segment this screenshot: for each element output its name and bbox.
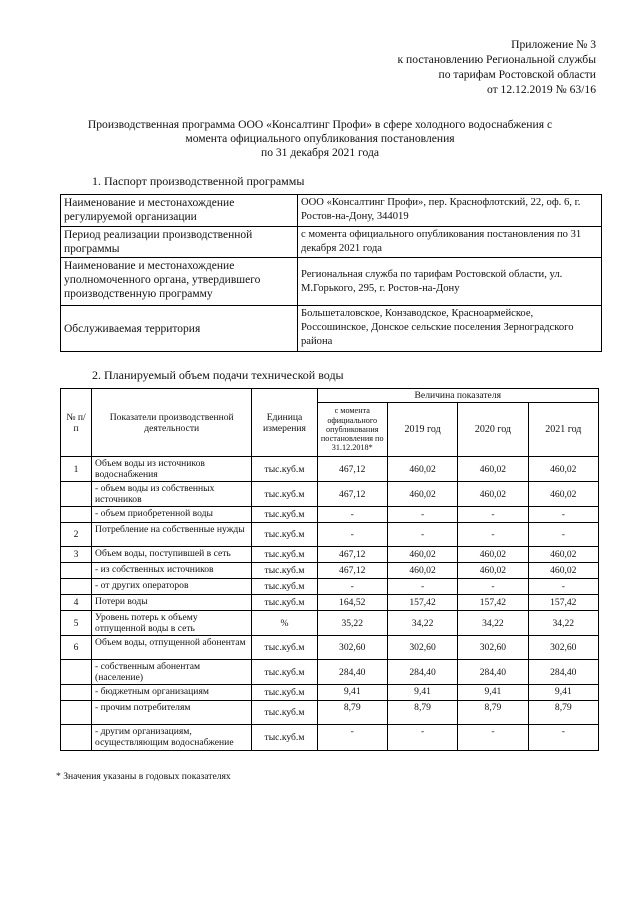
row-value: 460,02 xyxy=(528,563,598,579)
row-name: - прочим потребителям xyxy=(92,701,252,725)
title-line: момента официального опубликования постановления xyxy=(185,132,455,145)
row-num xyxy=(61,482,92,507)
row-value: 9,41 xyxy=(458,685,528,701)
row-value: 460,02 xyxy=(458,457,528,482)
row-unit: тыс.куб.м xyxy=(252,725,317,751)
row-unit: тыс.куб.м xyxy=(252,523,317,547)
row-value: 8,79 xyxy=(458,701,528,725)
document-title xyxy=(40,118,600,160)
row-value: 467,12 xyxy=(317,547,387,563)
row-value: - xyxy=(458,523,528,547)
row-num: 6 xyxy=(61,636,92,660)
row-value: 460,02 xyxy=(387,482,457,507)
row-value: - xyxy=(387,507,457,523)
row-unit: тыс.куб.м xyxy=(252,563,317,579)
table-body xyxy=(61,457,599,751)
row-value: 302,60 xyxy=(458,636,528,660)
row-value: 302,60 xyxy=(387,636,457,660)
row-value: 284,40 xyxy=(528,660,598,685)
row-value: 9,41 xyxy=(528,685,598,701)
passport-label: Обслуживаемая территория xyxy=(61,306,298,352)
row-value: - xyxy=(528,725,598,751)
row-num xyxy=(61,725,92,751)
row-num: 3 xyxy=(61,547,92,563)
row-value: 34,22 xyxy=(387,611,457,636)
row-name: Объем воды, поступившей в сеть xyxy=(92,547,252,563)
row-unit: тыс.куб.м xyxy=(252,701,317,725)
water-volume-table xyxy=(60,388,599,751)
table-row xyxy=(61,660,599,685)
header-name: Показатели производственной деятельности xyxy=(92,389,252,457)
row-num xyxy=(61,563,92,579)
passport-value: Региональная служба по тарифам Ростовской области, ул. М.Горького, 295, г. Ростов-на-Дону xyxy=(298,258,602,306)
row-value: 8,79 xyxy=(387,701,457,725)
row-value: 467,12 xyxy=(317,482,387,507)
passport-row xyxy=(61,258,602,306)
row-num: 4 xyxy=(61,595,92,611)
row-unit: % xyxy=(252,611,317,636)
table-row xyxy=(61,701,599,725)
row-unit: тыс.куб.м xyxy=(252,595,317,611)
row-value: 460,02 xyxy=(387,563,457,579)
section2-heading: 2. Планируемый объем подачи технической воды xyxy=(92,368,344,382)
row-name: - объем воды из собственных источников xyxy=(92,482,252,507)
header-2019: 2019 год xyxy=(387,403,457,457)
row-name: Потребление на собственные нужды xyxy=(92,523,252,547)
row-value: 284,40 xyxy=(317,660,387,685)
table-row xyxy=(61,725,599,751)
row-value: 9,41 xyxy=(387,685,457,701)
row-name: Уровень потерь к объему отпущенной воды в сеть xyxy=(92,611,252,636)
appendix-header xyxy=(398,37,597,97)
row-unit: тыс.куб.м xyxy=(252,507,317,523)
row-num: 5 xyxy=(61,611,92,636)
row-name: Объем воды из источников водоснабжения xyxy=(92,457,252,482)
row-value: - xyxy=(458,507,528,523)
appendix-line: от 12.12.2019 № 63/16 xyxy=(486,83,596,96)
appendix-line: по тарифам Ростовской области xyxy=(438,68,596,81)
row-value: 460,02 xyxy=(528,457,598,482)
row-name: - собственным абонентам (население) xyxy=(92,660,252,685)
row-value: 284,40 xyxy=(387,660,457,685)
row-value: - xyxy=(528,579,598,595)
section1-heading: 1. Паспорт производственной программы xyxy=(92,174,305,188)
passport-value: ООО «Консалтинг Профи», пер. Краснофлотский, 22, оф. 6, г. Ростов-на-Дону, 344019 xyxy=(298,195,602,227)
passport-label: Наименование и местонахождение регулируемой организации xyxy=(61,195,298,227)
row-value: 302,60 xyxy=(528,636,598,660)
row-value: - xyxy=(528,523,598,547)
row-unit: тыс.куб.м xyxy=(252,685,317,701)
row-unit: тыс.куб.м xyxy=(252,482,317,507)
row-name: Объем воды, отпущенной абонентам xyxy=(92,636,252,660)
title-line: Производственная программа ООО «Консалтинг Профи» в сфере холодного водоснабжения с xyxy=(87,118,553,131)
table-row xyxy=(61,636,599,660)
table-row xyxy=(61,482,599,507)
row-value: - xyxy=(458,579,528,595)
passport-value: Большеталовское, Конзаводское, Красноармейское, Россошинское, Донское сельские поселения Зерноградского района xyxy=(298,306,602,352)
passport-row xyxy=(61,306,602,352)
row-unit: тыс.куб.м xyxy=(252,457,317,482)
header-period: с момента официального опубликования постановления по 31.12.2018* xyxy=(317,403,387,457)
row-value: 460,02 xyxy=(387,457,457,482)
table-row xyxy=(61,579,599,595)
row-num xyxy=(61,701,92,725)
row-value: 34,22 xyxy=(458,611,528,636)
passport-table xyxy=(60,194,602,352)
row-unit: тыс.куб.м xyxy=(252,579,317,595)
header-group: Величина показателя xyxy=(317,389,598,403)
table-row xyxy=(61,611,599,636)
header-2020: 2020 год xyxy=(458,403,528,457)
row-value: 467,12 xyxy=(317,457,387,482)
row-unit: тыс.куб.м xyxy=(252,660,317,685)
row-value: 284,40 xyxy=(458,660,528,685)
header-num: № п/п xyxy=(61,389,92,457)
passport-label: Период реализации производственной программы xyxy=(61,227,298,258)
row-name: Потери воды xyxy=(92,595,252,611)
row-name: - объем приобретенной воды xyxy=(92,507,252,523)
header-row xyxy=(61,389,599,403)
header-unit: Единица измерения xyxy=(252,389,317,457)
row-num: 2 xyxy=(61,523,92,547)
row-name: - из собственных источников xyxy=(92,563,252,579)
table-row xyxy=(61,563,599,579)
footnote: * Значения указаны в годовых показателях xyxy=(56,771,231,782)
row-value: 460,02 xyxy=(458,563,528,579)
row-value: 9,41 xyxy=(317,685,387,701)
row-num xyxy=(61,685,92,701)
row-value: - xyxy=(387,725,457,751)
row-value: - xyxy=(317,579,387,595)
table-row xyxy=(61,507,599,523)
table-row xyxy=(61,523,599,547)
passport-row xyxy=(61,195,602,227)
appendix-line: к постановлению Региональной службы xyxy=(397,53,596,66)
row-num xyxy=(61,507,92,523)
row-value: - xyxy=(458,725,528,751)
table-row xyxy=(61,547,599,563)
row-value: - xyxy=(387,579,457,595)
row-num xyxy=(61,660,92,685)
row-value: 460,02 xyxy=(458,547,528,563)
title-line: по 31 декабря 2021 года xyxy=(260,146,380,159)
row-value: - xyxy=(387,523,457,547)
row-unit: тыс.куб.м xyxy=(252,636,317,660)
row-value: 157,42 xyxy=(387,595,457,611)
passport-value: с момента официального опубликования постановления по 31 декабря 2021 года xyxy=(298,227,602,258)
row-value: 34,22 xyxy=(528,611,598,636)
header-2021: 2021 год xyxy=(528,403,598,457)
row-name: - бюджетным организациям xyxy=(92,685,252,701)
row-value: 35,22 xyxy=(317,611,387,636)
row-value: 8,79 xyxy=(317,701,387,725)
passport-label: Наименование и местонахождение уполномоченного органа, утвердившего производственную программу xyxy=(61,258,298,306)
table-row xyxy=(61,685,599,701)
row-value: 460,02 xyxy=(528,482,598,507)
row-value: - xyxy=(317,725,387,751)
row-value: 467,12 xyxy=(317,563,387,579)
row-value: 8,79 xyxy=(528,701,598,725)
row-name: - другим организациям, осуществляющим водоснабжение xyxy=(92,725,252,751)
row-unit: тыс.куб.м xyxy=(252,547,317,563)
row-value: - xyxy=(317,507,387,523)
row-name: - от других операторов xyxy=(92,579,252,595)
table-row xyxy=(61,595,599,611)
row-value: 302,60 xyxy=(317,636,387,660)
row-value: 460,02 xyxy=(387,547,457,563)
row-num: 1 xyxy=(61,457,92,482)
row-value: 164,52 xyxy=(317,595,387,611)
row-value: - xyxy=(528,507,598,523)
row-value: 157,42 xyxy=(458,595,528,611)
table-row xyxy=(61,457,599,482)
row-value: - xyxy=(317,523,387,547)
appendix-line: Приложение № 3 xyxy=(511,38,596,51)
row-num xyxy=(61,579,92,595)
row-value: 460,02 xyxy=(528,547,598,563)
row-value: 157,42 xyxy=(528,595,598,611)
row-value: 460,02 xyxy=(458,482,528,507)
passport-row xyxy=(61,227,602,258)
